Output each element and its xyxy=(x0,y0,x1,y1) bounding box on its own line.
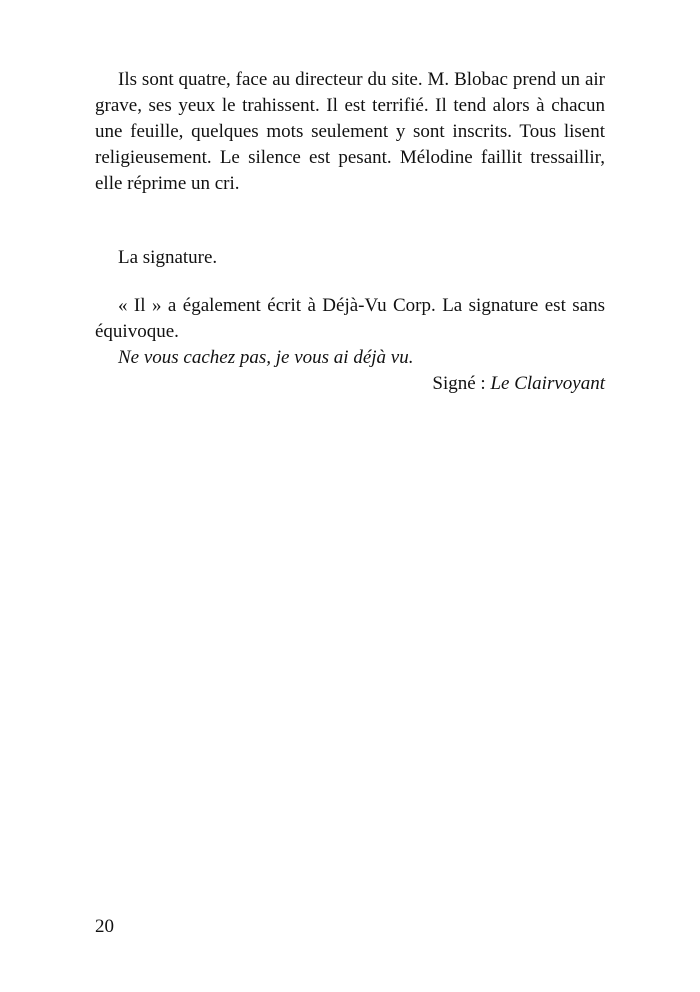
text-block-3 xyxy=(95,293,605,397)
paragraph-signature-heading: La signature. xyxy=(118,247,218,268)
signed-label: Signé : xyxy=(432,373,491,394)
signature-line xyxy=(95,371,605,397)
text-block-2 xyxy=(95,245,605,271)
paragraph-letter: « Il » a également écrit à Déjà-Vu Corp. La signature est sans équivoque. xyxy=(95,295,605,342)
signed-name: Le Clairvoyant xyxy=(490,373,605,394)
text-block-1 xyxy=(95,67,605,197)
page-number: 20 xyxy=(95,916,114,937)
quote-line: Ne vous cachez pas, je vous ai déjà vu. xyxy=(118,347,414,368)
paragraph-intro: Ils sont quatre, face au directeur du site. M. Blobac prend un air grave, ses yeux le trahissent. Il est terrifié. Il tend alors à chacun une feuille, quelques mots seulement y sont inscrits. Tous lisent religieusement. Le silence est pesant. Mélodine faillit tressaillir, elle réprime un cri. xyxy=(95,69,605,194)
